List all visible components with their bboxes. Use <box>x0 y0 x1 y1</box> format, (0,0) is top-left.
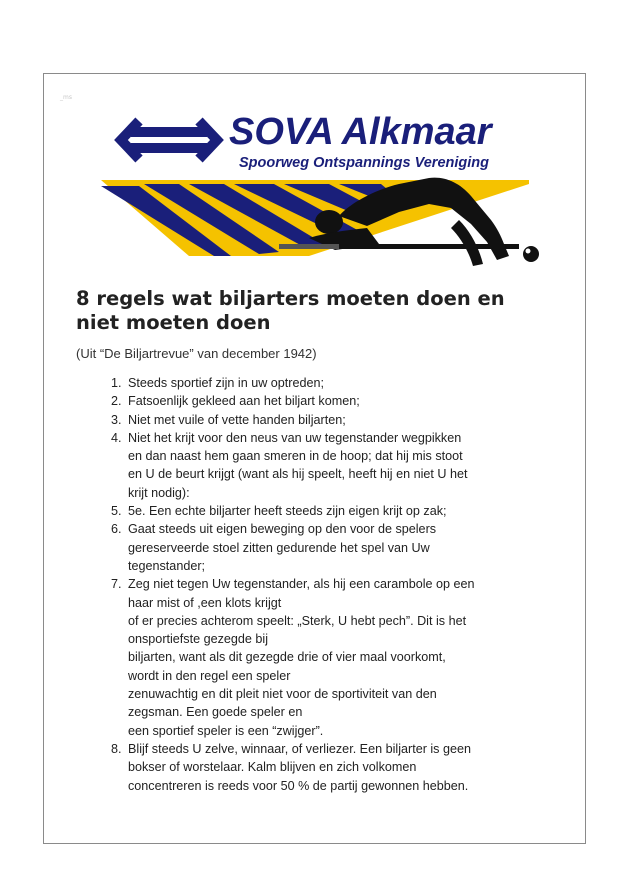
rule-text: Niet het krijt voor den neus van uw tegenstander wegpikken <box>128 430 462 445</box>
rule-number: 2. <box>111 394 122 409</box>
rule-text: concentreren is reeds voor 50 % de partij gewonnen hebben. <box>128 778 469 793</box>
title-line: 8 regels wat biljarters moeten doen en <box>76 287 505 310</box>
rule-item <box>111 429 558 502</box>
page-title <box>76 287 556 335</box>
rules-list <box>111 374 558 795</box>
rule-text: biljarten, want als dit gezegde drie of vier maal voorkomt, <box>128 650 446 665</box>
rule-text: zenuwachtig en dit pleit niet voor de sportiviteit van den <box>128 687 437 702</box>
rule-item <box>111 502 558 520</box>
rule-text: wordt in den regel een speler <box>128 668 291 683</box>
sova-logo <box>99 104 539 284</box>
cue-stick <box>279 244 519 249</box>
rule-item <box>111 740 558 795</box>
rule-item <box>111 520 558 575</box>
rule-number: 6. <box>111 522 122 537</box>
rule-number: 1. <box>111 376 122 390</box>
rule-text: Gaat steeds uit eigen beweging op den voor de spelers <box>128 522 437 537</box>
page-tag: _ms <box>60 94 72 101</box>
title-line: niet moeten doen <box>76 311 271 334</box>
rule-number: 3. <box>111 412 122 427</box>
rule-text: krijt nodig): <box>128 485 190 500</box>
rule-text: Zeg niet tegen Uw tegenstander, als hij een carambole op een <box>128 577 475 592</box>
rule-text: en U de beurt krijgt (want als hij speelt, heeft hij en niet U het <box>128 467 468 482</box>
rule-text: onsportiefste gezegde bij <box>128 632 269 647</box>
rule-text: of er precies achterom speelt: „Sterk, U hebt pech”. Dit is het <box>128 613 467 628</box>
rule-text: zegsman. Een goede speler en <box>128 705 303 720</box>
rule-item <box>111 575 558 740</box>
logo-name: SOVA Alkmaar <box>229 111 492 153</box>
document-page <box>43 73 586 844</box>
rule-text: Steeds sportief zijn in uw optreden; <box>128 376 325 390</box>
rule-number: 4. <box>111 430 122 445</box>
rule-item <box>111 411 558 429</box>
rule-number: 8. <box>111 741 122 756</box>
rule-item <box>111 374 558 392</box>
rule-text: Blijf steeds U zelve, winnaar, of verliezer. Een biljarter is geen <box>128 741 471 756</box>
rule-text: bokser of worstelaar. Kalm blijven en zich volkomen <box>128 760 417 775</box>
rule-number: 7. <box>111 577 122 592</box>
logo-subtitle: Spoorweg Ontspannings Vereniging <box>239 155 490 171</box>
rule-text: en dan naast hem gaan smeren in de hoop; dat hij mis stoot <box>128 449 463 464</box>
rule-text: Fatsoenlijk gekleed aan het biljart komen; <box>128 394 360 409</box>
article-source: (Uit “De Biljartrevue” van december 1942) <box>76 346 317 361</box>
rule-text: een sportief speler is een “zwijger”. <box>128 723 324 738</box>
billiard-ball-icon <box>523 246 539 262</box>
rule-text: tegenstander; <box>128 558 206 573</box>
rule-number: 5. <box>111 504 122 519</box>
rule-text: 5e. Een echte biljarter heeft steeds zijn eigen krijt op zak; <box>128 504 447 519</box>
rule-text: gereserveerde stoel zitten gedurende het spel van Uw <box>128 540 430 555</box>
rule-text: haar mist of ,een klots krijgt <box>128 595 282 610</box>
rule-item <box>111 392 558 410</box>
rule-text: Niet met vuile of vette handen biljarten; <box>128 412 346 427</box>
